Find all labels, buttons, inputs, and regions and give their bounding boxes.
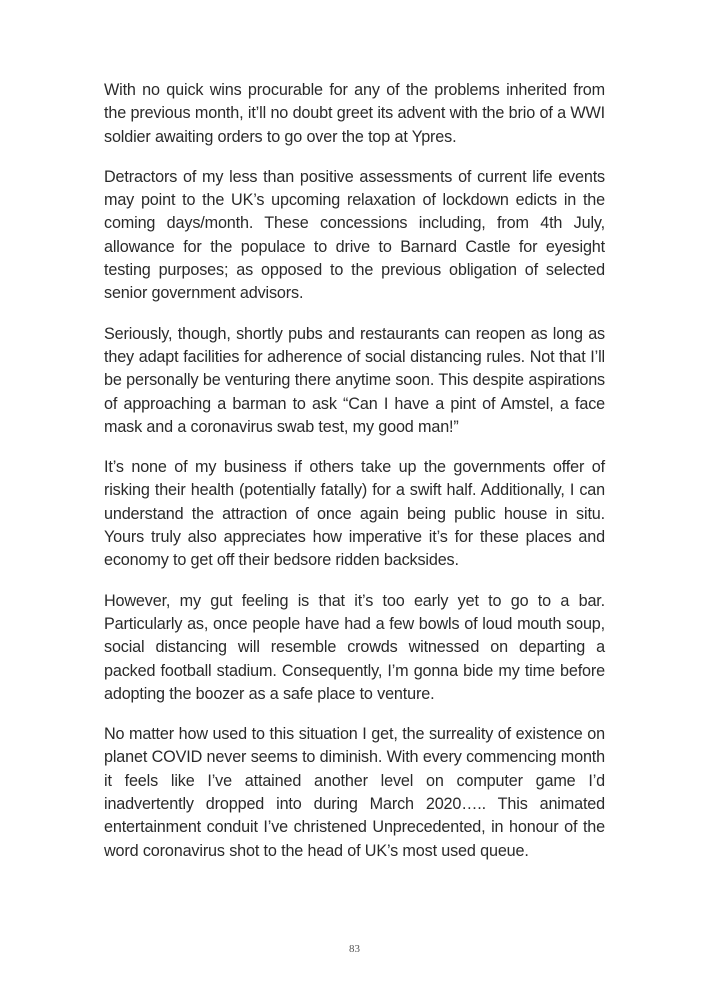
paragraph-2: Detractors of my less than positive assessments of current life events may point to the UK’s upcoming relaxation of lockdown edicts in the coming days/month. These concessions including, from 4th July, allowance for the populace to drive to Barnard Castle for eyesight testing purposes; as opposed to the previous obligation of selected senior government advisors. bbox=[104, 167, 605, 303]
paragraph-6: No matter how used to this situation I get, the surreality of existence on planet COVID never seems to diminish. With every commencing month it feels like I’ve attained another level on computer game I’d inadvertently dropped into during March 2020….. This animated entertainment conduit I’ve christened Unprecedented, in honour of the word coronavirus shot to the head of UK’s most used queue. bbox=[104, 725, 605, 860]
paragraph-3: Seriously, though, shortly pubs and restaurants can reopen as long as they adapt facilities for adherence of social distancing rules. Not that I’ll be personally be venturing there anytime soon. This despite aspirations of approaching a barman to ask “Can I have a pint of Amstel, a face mask and a coronavirus swab test, my good man!” bbox=[104, 324, 605, 436]
page-number: 83 bbox=[349, 943, 360, 955]
paragraph-4: It’s none of my business if others take up the governments offer of risking their health (potentially fatally) for a swift half. Additionally, I can understand the attraction of once again being public house in situ. Yours truly also appreciates how imperative it’s for these places and economy to get off their bedsore ridden backsides. bbox=[104, 458, 605, 570]
paragraph-1: With no quick wins procurable for any of the problems inherited from the previous month, it’ll no doubt greet its advent with the brio of a WWI soldier awaiting orders to go over the top at Ypres. bbox=[104, 81, 605, 146]
paragraph-5: However, my gut feeling is that it’s too early yet to go to a bar. Particularly as, once people have had a few bowls of loud mouth soup, social distancing will resemble crowds witnessed on departing a packed football stadium. Consequently, I’m gonna bide my time before adopting the boozer as a safe place to venture. bbox=[104, 591, 605, 703]
page-body bbox=[104, 79, 605, 880]
